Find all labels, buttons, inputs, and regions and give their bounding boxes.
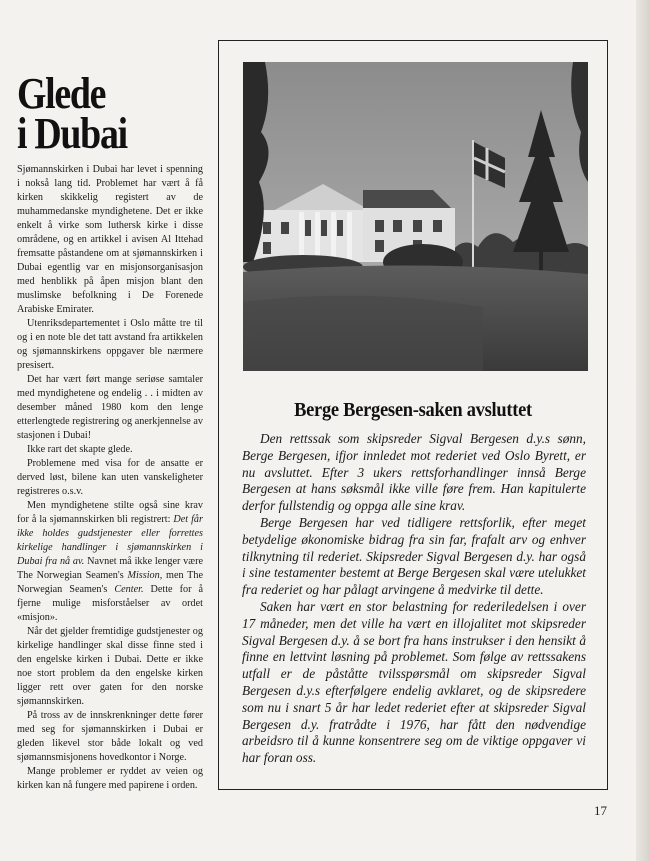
headline-line-1: Glede — [17, 69, 106, 118]
left-paragraph: Det har vært ført mange seriøse samtaler med myndighetene og endelig . . i midten av desember måned 1980 kom den lenge etterlengtede registrering og anerkjennelse av stasjonen i Dubai! — [17, 374, 203, 441]
left-paragraph: Ikke rart det skapte glede. — [27, 444, 133, 455]
right-article-body — [242, 431, 586, 767]
left-paragraph: Problemene med visa for de ansatte er derved løst, bilene kan uten vanskeligheter registreres o.s.v. — [17, 458, 203, 497]
left-article-body — [17, 163, 203, 793]
text-run: Men myndighetene stilte også sine krav for å la sjømannskirken bli registrert: — [17, 500, 203, 525]
left-column — [17, 69, 203, 793]
text-run: men The Norwegian Seamen's — [17, 570, 203, 595]
article-paragraph: Berge Bergesen har ved tidligere rettsforlik, efter meget betydelige økonomiske bidrag fra sin far, frafalt arv og enhver tilknytning til rederiet. Skipsreder Sigval Bergesen d.y. har også i sine testamenter bestemt at Berge Bergesen skal være utelukket fra rederiet og har pålagt arvingene å medvirke til dette. — [242, 514, 586, 598]
headline-line-2: i Dubai — [17, 109, 127, 158]
left-paragraph: Når det gjelder fremtidige gudstjenester og kirkelige handlinger skal disse finne sted i den engelske kirken i Dubai. Dette er ikke noe stort problem da den engelske kirken ligger rett over gaten for den norske sjømannskirken. — [17, 626, 203, 707]
mansion-photo — [243, 62, 588, 371]
italic-run: Center. — [114, 584, 144, 595]
page-edge — [636, 0, 650, 861]
page-number: 17 — [594, 803, 607, 818]
headline — [17, 69, 206, 158]
photo-illustration — [243, 62, 588, 371]
text-run: Navnet må ikke lenger være The Norwegian Seamen's — [17, 556, 203, 581]
article-paragraph: Den rettssak som skipsreder Sigval Bergesen d.y.s sønn, Berge Bergesen, ifjor innledet mot rederiet ved Oslo Byrett, er nu avsluttet. Efter 3 ukers rettsforhandlinger innså Berge Bergesen at hans søksmål ikke ville føre frem. Han kapitulerte derfor fullstendig og oppga alle sine krav. — [242, 431, 586, 514]
left-paragraph: Utenriksdepartementet i Oslo måtte tre til og i en note ble det tatt avstand fra artikkelen og sjømannskirkens oppgaver ble nærmere presisert. — [17, 318, 203, 371]
left-paragraph: På tross av de innskrenkninger dette fører med seg for sjømannskirken i Dubai er gleden likevel stor både lokalt og ved sjømannsmisjonens hovedkontor i Norge. — [17, 710, 203, 763]
left-paragraph-requirements — [17, 499, 203, 625]
italic-run: Mission, — [127, 570, 163, 581]
article-title: Berge Bergesen-saken avsluttet — [294, 399, 532, 421]
left-paragraph: Mange problemer er ryddet av veien og kirken kan nå fungere med papirene i orden. — [17, 766, 203, 791]
text-run: Dette for å fjerne mulige misforståelser av ordet «misjon». — [17, 584, 203, 623]
italic-run: Det får ikke holdes gudstjenester eller forrettes kirkelige handlinger i sjømannskirken i Dubai fra nå av. — [17, 514, 203, 567]
article-paragraph: Saken har vært en stor belastning for rederiledelsen i over 17 måneder, men det ville ha vært en illojalitet mot skipsreder Sigval Bergesen d.y. å se bort fra hans instrukser i den hensikt å finne en lettvint løsning på problemet. Som følge av rettssakens utfall er de påståtte tvilsspørsmål om skipsreder Sigval Bergesen d.y.s efterfølgere endelig avklaret, og de skipsredere som nu i snart 5 år har ledet rederiet efter at skipsreder Sigval Bergesen d.y. fratrådte i 1976, har fått den nødvendige arbeidsro til å kunne konsentrere seg om de viktige oppgaver vi har foran oss. — [242, 598, 586, 766]
left-paragraph: Sjømannskirken i Dubai har levet i spenning i nokså lang tid. Problemet har vært å få kirken skikkelig registert av de muhammedanske myndighetene. Det er ikke enkelt å virke som luthersk kirke i disse områdene, og en artikkel i avisen Al Ittehad fremsatte påstandene om at sjømannskirken i Dubai egentlig var en misjonsorganisasjon med henblikk på åpen misjon blant den muslimske befolkning i De Forenede Arabiske Emirater. — [17, 164, 203, 315]
